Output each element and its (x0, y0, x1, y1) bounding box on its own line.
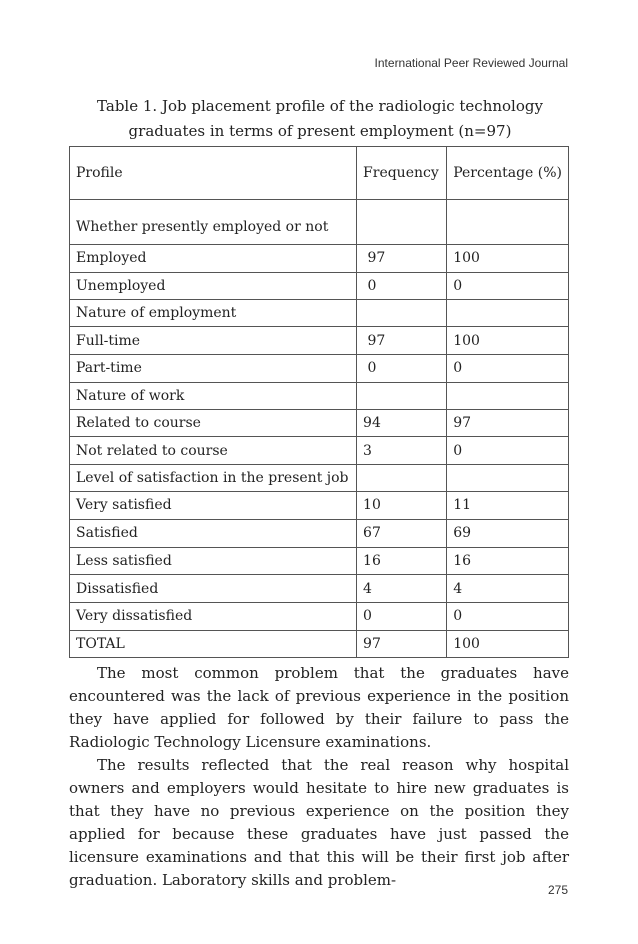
row-percentage: 0 (447, 355, 569, 383)
group-percentage-empty (447, 200, 569, 245)
table-group-row (70, 300, 569, 327)
table-row (70, 602, 569, 630)
row-frequency: 0 (357, 602, 447, 630)
row-percentage: 69 (447, 519, 569, 547)
column-header-frequency: Frequency (357, 147, 447, 200)
table-row (70, 437, 569, 465)
group-label: Nature of employment (70, 300, 357, 327)
paragraph: The results reflected that the real reason why hospital owners and employers would hesitate to hire new graduates is that they have no previous experience on the position they applied for because these graduates have just passed the licensure examinations and that this will be their first job after graduation. Laboratory skills and problem- (69, 756, 569, 889)
table-row (70, 547, 569, 575)
row-label: Related to course (70, 409, 357, 437)
group-percentage-empty (447, 382, 569, 409)
row-frequency: 3 (357, 437, 447, 465)
row-percentage: 100 (447, 245, 569, 273)
caption-line-2: graduates in terms of present employment (n=97) (128, 122, 512, 140)
row-frequency: 97 (357, 327, 447, 355)
row-frequency: 97 (357, 245, 447, 273)
group-percentage-empty (447, 465, 569, 492)
row-percentage: 11 (447, 492, 569, 520)
group-percentage-empty (447, 300, 569, 327)
row-percentage: 100 (447, 327, 569, 355)
row-label: Very satisfied (70, 492, 357, 520)
page-number: 275 (547, 883, 568, 897)
table-row (70, 519, 569, 547)
row-label: Very dissatisfied (70, 602, 357, 630)
running-head: International Peer Reviewed Journal (374, 56, 568, 70)
group-label: Level of satisfaction in the present job (70, 465, 357, 492)
row-frequency: 10 (357, 492, 447, 520)
row-label: Dissatisfied (70, 575, 357, 603)
caption-line-1: Table 1. Job placement profile of the radiologic technology (97, 97, 543, 115)
group-label: Whether presently employed or not (70, 200, 357, 245)
table-caption (70, 94, 570, 144)
row-frequency: 97 (357, 630, 447, 658)
body-text (69, 662, 569, 892)
table-group-row (70, 200, 569, 245)
row-percentage: 0 (447, 272, 569, 300)
row-percentage: 16 (447, 547, 569, 575)
table-row (70, 409, 569, 437)
row-frequency: 94 (357, 409, 447, 437)
table-row (70, 630, 569, 658)
table-row (70, 355, 569, 383)
table-row (70, 492, 569, 520)
row-percentage: 100 (447, 630, 569, 658)
table-header-row (70, 147, 569, 200)
table-row (70, 575, 569, 603)
row-label: Unemployed (70, 272, 357, 300)
group-frequency-empty (357, 200, 447, 245)
table-row (70, 272, 569, 300)
row-percentage: 97 (447, 409, 569, 437)
column-header-profile: Profile (70, 147, 357, 200)
table-group-row (70, 382, 569, 409)
row-frequency: 0 (357, 355, 447, 383)
row-frequency: 0 (357, 272, 447, 300)
row-frequency: 16 (357, 547, 447, 575)
table-body (70, 200, 569, 658)
row-label: Employed (70, 245, 357, 273)
paragraph: The most common problem that the graduates have encountered was the lack of previous experience in the position they have applied for followed by their failure to pass the Radiologic Technology Licensure examinations. (69, 664, 569, 751)
job-placement-table (69, 146, 569, 658)
table-group-row (70, 465, 569, 492)
row-percentage: 0 (447, 602, 569, 630)
row-label: Not related to course (70, 437, 357, 465)
row-label: Less satisfied (70, 547, 357, 575)
row-label: TOTAL (70, 630, 357, 658)
column-header-percentage: Percentage (%) (447, 147, 569, 200)
row-label: Satisfied (70, 519, 357, 547)
row-label: Full-time (70, 327, 357, 355)
row-frequency: 67 (357, 519, 447, 547)
table-row (70, 245, 569, 273)
table-row (70, 327, 569, 355)
row-percentage: 0 (447, 437, 569, 465)
group-frequency-empty (357, 382, 447, 409)
group-frequency-empty (357, 465, 447, 492)
row-label: Part-time (70, 355, 357, 383)
row-percentage: 4 (447, 575, 569, 603)
group-frequency-empty (357, 300, 447, 327)
row-frequency: 4 (357, 575, 447, 603)
group-label: Nature of work (70, 382, 357, 409)
